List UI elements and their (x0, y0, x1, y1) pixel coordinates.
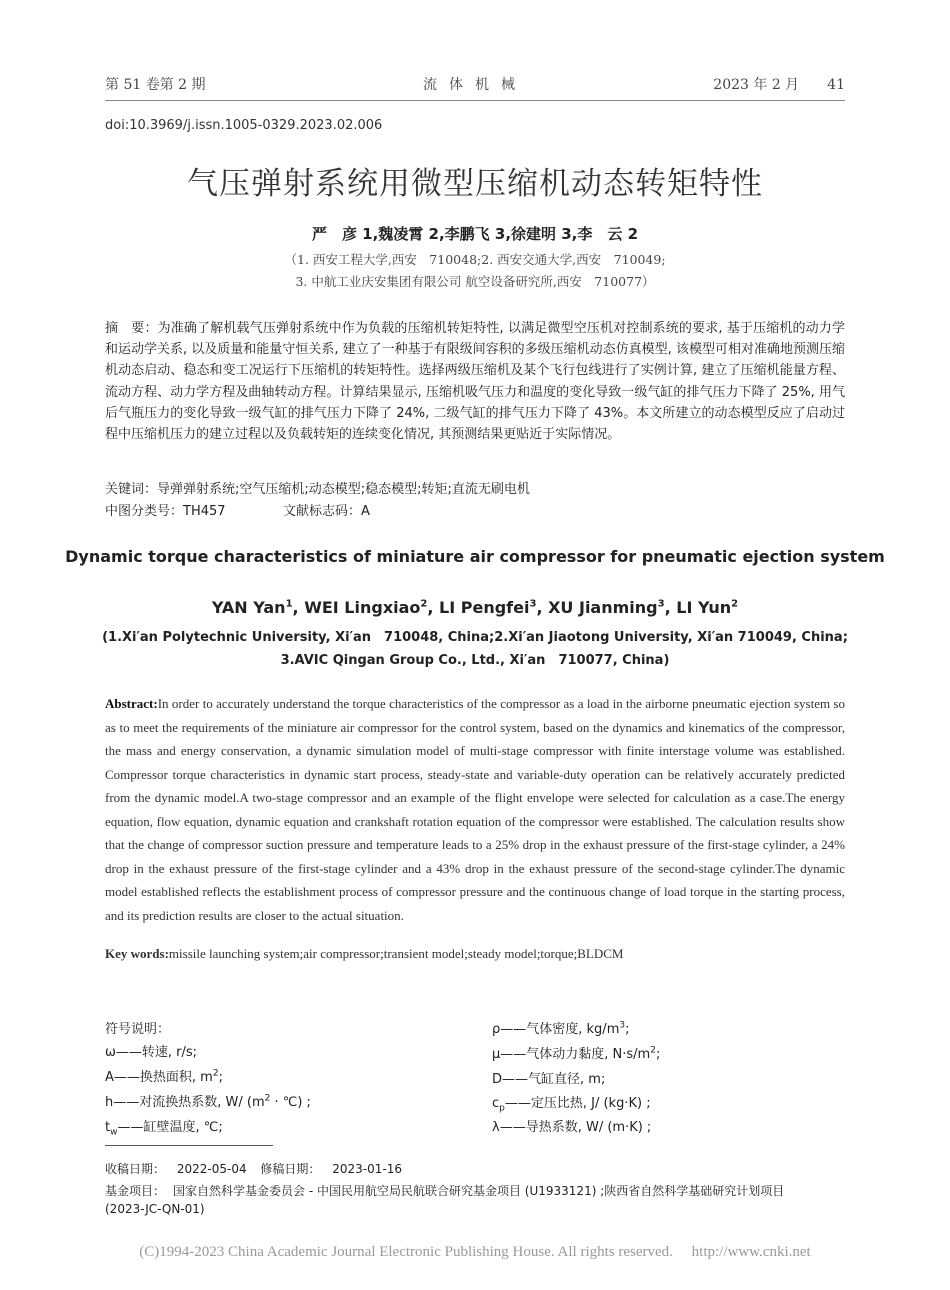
abstract-en-text: In order to accurately understand the torque characteristics of the compressor as a load in the airborne pneumatic ejection system so as to meet the requirements of the miniature air compressor for the control system, based on the dynamics and kinematics of the compressor, the mass and energy conservation, a dynamic simulation model of multi-stage compressor with finite interstage volume was established. Compressor torque characteristics in dynamic start process, steady-state and variable-duty operation can be relatively accurately predicted from the dynamic model.A two-stage compressor and an example of the flight envelope were selected for calculation as a case.The energy equation, flow equation, dynamic equation and crankshaft rotation equation of the compressor were established. The calculation results show that the change of compressor suction pressure and temperature leads to a 25% drop in the exhaust pressure of the first-stage cylinder, a 24% drop in the exhaust pressure of the first-stage cylinder and a 43% drop in the exhaust pressure of the second-stage cylinder.The dynamic model established reflects the establishment process of compressor pressure and the continuous change of load torque in the starting process, and its prediction results are closer to the actual situation. (105, 696, 845, 923)
footnote-rule (105, 1145, 273, 1146)
symbol-item: $t_w——$缸壁温度, ℃; (105, 1120, 223, 1138)
affiliation-en-1: (1.Xi′an Polytechnic University, Xi′an 710048, China;2.Xi′an Jiaotong University, Xi′an 710049, China; (102, 630, 848, 645)
affiliation-cn-2: 3. 中航工业庆安集团有限公司 航空设备研究所,西安 710077） (295, 274, 655, 289)
fund-label: 基金项目： (105, 1184, 166, 1198)
abstract-en-label: Abstract: (105, 696, 158, 711)
author-en: WEI Lingxiao (304, 598, 421, 617)
abstract-cn-text: 为准确了解机载气压弹射系统中作为负载的压缩机转矩特性, 以满足微型空压机对控制系统的要求, 基于压缩机的动力学和运动学关系, 以及质量和能量守恒关系, 建立了一种基于有限级间容积的多级压缩机动态仿真模型, 该模型可相对准确地预测压缩机动态启动、稳态和变工况运行下压缩机的转矩特性。选择两级压缩机及某个飞行包线进行了实例计算, 建立了压缩机能量方程、流动方程、动力学方程及曲轴转动方程。计算结果显示, 压缩机吸气压力和温度的变化导致一级气缸的排气压力下降了 25%, 用气后气瓶压力的变化导致一级气缸的排气压力下降了 24%, 二级气缸的排气压力下降了 43%。本文所建立的动态模型反应了启动过程中压缩机压力的建立过程以及负载转矩的连续变化情况, 其预测结果更贴近于实际情况。 (105, 321, 845, 443)
author-sup: 2 (731, 598, 739, 610)
keywords-cn (105, 478, 530, 497)
abstract-en (105, 692, 845, 927)
date-page: 2023 年 2 月 41 (713, 77, 845, 93)
abstract-cn-label: 摘 要： (105, 321, 158, 336)
symbol-item: h——对流换热系数, W/ ($m^2$ · ℃) ; (105, 1093, 311, 1110)
keywords-cn-text: 导弹弹射系统;空气压缩机;动态模型;稳态模型;转矩;直流无刷电机 (157, 482, 530, 497)
title-cn: 气压弹射系统用微型压缩机动态转矩特性 (187, 166, 763, 202)
abstract-cn (105, 318, 845, 445)
symbol-item: D——气缸直径, m; (492, 1072, 606, 1087)
symbol-item: $c_p——$定压比热, J/ (kg·K) ; (492, 1096, 651, 1114)
symbol-item: μ——气体动力黏度, $N\cdot s/m^2$; (492, 1045, 661, 1062)
symbol-item: ω——转速, r/s; (105, 1045, 198, 1060)
symbols-heading: 符号说明： (105, 1022, 171, 1037)
clc-number: 中图分类号：TH457 (105, 504, 226, 519)
header-rule (105, 100, 845, 101)
symbol-item: A——换热面积, $m^2$; (105, 1068, 223, 1085)
affiliation-cn-1: （1. 西安工程大学,西安 710048;2. 西安交通大学,西安 710049; (284, 252, 666, 267)
received-label: 收稿日期： (105, 1162, 166, 1176)
document-code: 文献标志码：A (283, 504, 370, 519)
author-sup: 3 (529, 598, 537, 610)
keywords-cn-label: 关键词： (105, 482, 158, 497)
symbol-item: λ——导热系数, W/ (m·K) ; (492, 1120, 652, 1135)
fund-line-2: (2023-JC-QN-01) (105, 1202, 205, 1216)
author-en: YAN Yan (211, 598, 286, 617)
revised-date: 2023-01-16 (332, 1162, 403, 1176)
revised-label: 修稿日期： (260, 1162, 321, 1176)
keywords-en (105, 946, 623, 962)
copyright-watermark: (C)1994-2023 China Academic Journal Electronic Publishing House. All rights reserved. http://www.cnki.net (139, 1244, 811, 1260)
symbol-item: ρ——气体密度, $kg/m^3$; (492, 1020, 630, 1037)
journal-name: 流体机械 (423, 77, 527, 93)
author-en: XU Jianming (548, 598, 658, 617)
received-date: 2022-05-04 (176, 1162, 247, 1176)
author-sup: 2 (420, 598, 428, 610)
authors-cn: 严 彦 1,魏凌霄 2,李鹏飞 3,徐建明 3,李 云 2 (311, 225, 639, 243)
fund-line (105, 1182, 784, 1199)
running-header (105, 74, 845, 94)
doi[interactable]: doi:10.3969/j.issn.1005-0329.2023.02.006 (105, 118, 383, 133)
affiliation-en-2: 3.AVIC Qingan Group Co., Ltd., Xi′an 710077, China) (280, 653, 670, 668)
authors-en: YAN Yan$^1$, WEI Lingxiao$^2$, LI Pengfei$^3$, XU Jianming$^3$, LI Yun$^2$ (211, 598, 739, 617)
fund-text: 国家自然科学基金委员会 - 中国民用航空局民航联合研究基金项目 (U1933121) ;陕西省自然科学基础研究计划项目 (173, 1184, 785, 1198)
classification-cn (105, 500, 370, 519)
dates-line (105, 1160, 402, 1177)
title-en: Dynamic torque characteristics of miniature air compressor for pneumatic ejection system (65, 547, 885, 566)
author-sup: 3 (657, 598, 665, 610)
author-en: LI Yun (676, 598, 732, 617)
volume-issue: 第 51 卷第 2 期 (105, 77, 206, 93)
author-sup: 1 (285, 598, 293, 610)
keywords-en-label: Key words: (105, 946, 169, 961)
author-en: LI Pengfei (439, 598, 530, 617)
keywords-en-text: missile launching system;air compressor;transient model;steady model;torque;BLDCM (168, 946, 624, 961)
